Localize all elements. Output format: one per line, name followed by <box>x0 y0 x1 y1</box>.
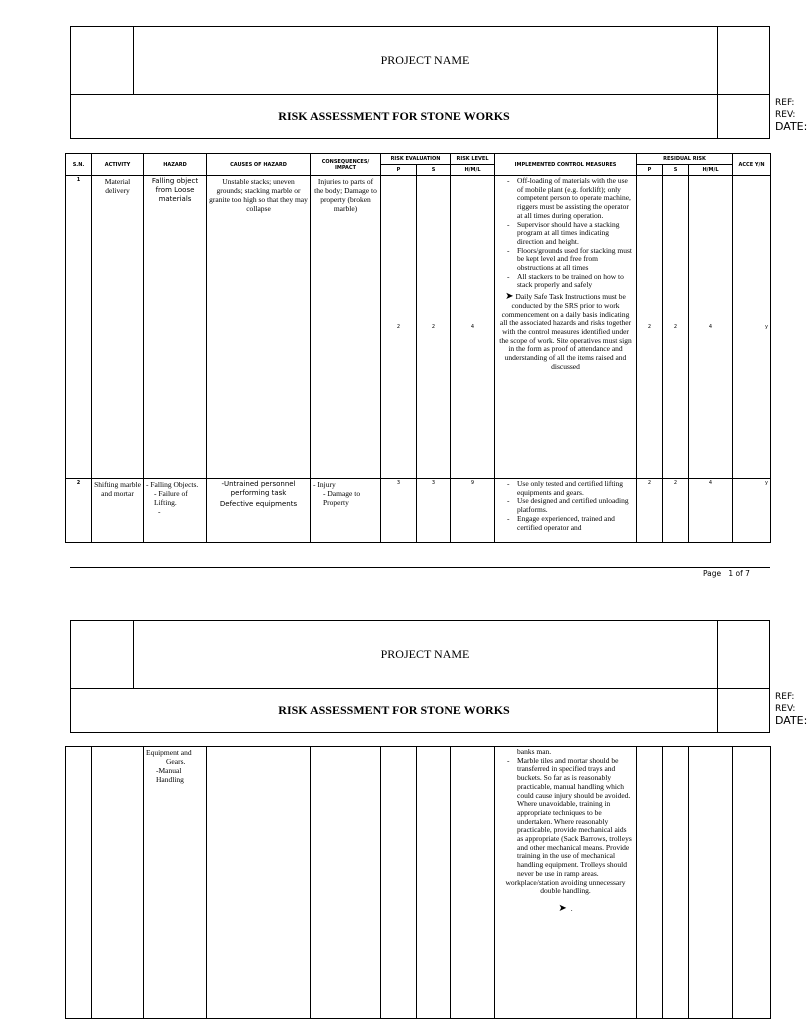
col-p: P <box>381 165 417 176</box>
row-s: 2 <box>417 176 451 479</box>
table-row <box>66 176 771 479</box>
control-arrow-line: ➤ . <box>558 902 573 914</box>
row-hazard: Falling object from Loose materials <box>144 176 207 479</box>
row-controls <box>495 479 637 543</box>
row-residual-level: 4 <box>689 176 733 479</box>
row-hazard: - Falling Objects. - Failure of Lifting. - <box>144 479 207 543</box>
col-residual-s: S <box>663 165 689 176</box>
arrow-bullet-icon: ➤ <box>505 291 514 303</box>
table-row <box>66 747 771 1019</box>
control-item: - Engage experienced, trained and certified operator and <box>507 515 634 532</box>
col-hazard: HAZARD <box>144 154 207 176</box>
control-item: - All stackers to be trained on how to stack properly and safely <box>507 273 634 290</box>
page-number: Page 1 of 7 <box>703 569 750 578</box>
document-title: RISK ASSESSMENT FOR STONE WORKS <box>278 109 510 123</box>
col-consequences: CONSEQUENCES/ IMPACT <box>311 154 381 176</box>
row-level: 4 <box>451 176 495 479</box>
row-activity: Shifting marble and mortar <box>92 479 144 543</box>
row-residual-level: 4 <box>689 479 733 543</box>
logo-box <box>71 27 134 94</box>
col-hml: H/M/L <box>451 165 495 176</box>
row-residual-s: 2 <box>663 479 689 543</box>
risk-table <box>65 153 771 543</box>
footer-rule <box>70 567 770 568</box>
ref-label: REF: <box>775 98 795 108</box>
rev-label: REV: <box>775 110 796 120</box>
row-causes: Unstable stacks; uneven grounds; stacking marble or granite too high so that they may collapse <box>207 176 311 479</box>
col-risk-level: RISK LEVEL <box>451 154 495 165</box>
row-residual-p: 2 <box>637 479 663 543</box>
project-name: PROJECT NAME <box>133 27 718 94</box>
logo-box <box>71 621 134 688</box>
row-s: 3 <box>417 479 451 543</box>
date-label: DATE: <box>775 714 807 727</box>
row-p: 2 <box>381 176 417 479</box>
date-label: DATE: <box>775 120 807 133</box>
col-activity: ACTIVITY <box>92 154 144 176</box>
rev-label: REV: <box>775 704 796 714</box>
document-title: RISK ASSESSMENT FOR STONE WORKS <box>278 703 510 717</box>
row-hazard-continued: Equipment and Gears. -Manual Handling <box>144 747 207 1019</box>
table-row <box>66 479 771 543</box>
col-sn: S.N. <box>66 154 92 176</box>
risk-table-continued <box>65 746 771 1019</box>
col-residual-p: P <box>637 165 663 176</box>
col-risk-evaluation: RISK EVALUATION <box>381 154 451 165</box>
row-causes: -Untrained personnel performing task Defective equipments <box>207 479 311 543</box>
row-residual-s: 2 <box>663 176 689 479</box>
col-control: IMPLEMENTED CONTROL MEASURES <box>495 154 637 176</box>
row-level: 9 <box>451 479 495 543</box>
control-item: - Floors/grounds used for stacking must be kept level and free from obstructions at all times <box>507 247 634 273</box>
row-consequences: Injuries to parts of the body; Damage to property (broken marble) <box>311 176 381 479</box>
control-item: - Supervisor should have a stacking program at all times indicating direction and height. <box>507 221 634 247</box>
col-residual-hml: H/M/L <box>689 165 733 176</box>
row-activity: Material delivery <box>92 176 144 479</box>
control-item: - Use only tested and certified lifting equipments and gears. <box>507 480 634 497</box>
arrow-bullet-icon: ➤ <box>558 902 567 914</box>
row-sn: 1 <box>66 176 92 479</box>
row-controls <box>495 176 637 479</box>
row-accept: y <box>733 176 771 479</box>
document-header <box>70 26 807 139</box>
row-residual-p: 2 <box>637 176 663 479</box>
col-s: S <box>417 165 451 176</box>
row-accept: y <box>733 479 771 543</box>
control-tail: workplace/station avoiding unnecessary double handling. <box>505 877 626 896</box>
document-meta <box>775 97 807 133</box>
row-p: 3 <box>381 479 417 543</box>
document-meta <box>775 691 807 727</box>
row-sn: 2 <box>66 479 92 543</box>
row-controls-continued: banks man. - Marble tiles and mortar should be transferred in specified trays and buckets. So far as is reasonably practicable, manual handling which could cause injury should be avoided. Where unavoidable, training in appropriate techniques to be undertaken. Where reasonably practicable, provide mechanical aids as appropriate (Sack Barrows, trolleys and other mechanical means. Provide training in the use of mechanical handling equipment. Trolleys should never be use in ramp areas. workplace/station avoiding unnecessary double handling. ➤ . <box>495 747 637 1019</box>
col-causes: CAUSES OF HAZARD <box>207 154 311 176</box>
control-item: - Marble tiles and mortar should be transferred in specified trays and buckets. So far as is reasonably practicable, manual handling which could cause injury should be avoided. Where unavoidable, training in appropriate techniques to be undertaken. Where reasonably practicable, provide mechanical aids as appropriate (Sack Barrows, trolleys and other mechanical means. Provide training in the use of mechanical handling equipment. Trolleys should never be use in ramp areas. <box>507 757 634 879</box>
col-accept: ACCE Y/N <box>733 154 771 176</box>
control-note: ➤ Daily Safe Task Instructions must be conducted by the SRS prior to work commencement on a daily basis indicating all the associated hazards and risks together with the control measures identified under the scope of work. Site operatives must sign in the form as proof of attendance and understanding of all the items raised and discussed <box>499 291 632 371</box>
ref-label: REF: <box>775 692 795 702</box>
row-consequences: - Injury - Damage to Property <box>311 479 381 543</box>
col-residual: RESIDUAL RISK <box>637 154 733 165</box>
control-item: - Off-loading of materials with the use of mobile plant (e.g. forklift); only competent person to operate machine, riggers must be assisting the operator at all times during operation. <box>507 177 634 221</box>
document-header-page-2 <box>70 620 807 733</box>
project-name: PROJECT NAME <box>133 621 718 688</box>
control-item: - Use designed and certified unloading platforms. <box>507 497 634 514</box>
